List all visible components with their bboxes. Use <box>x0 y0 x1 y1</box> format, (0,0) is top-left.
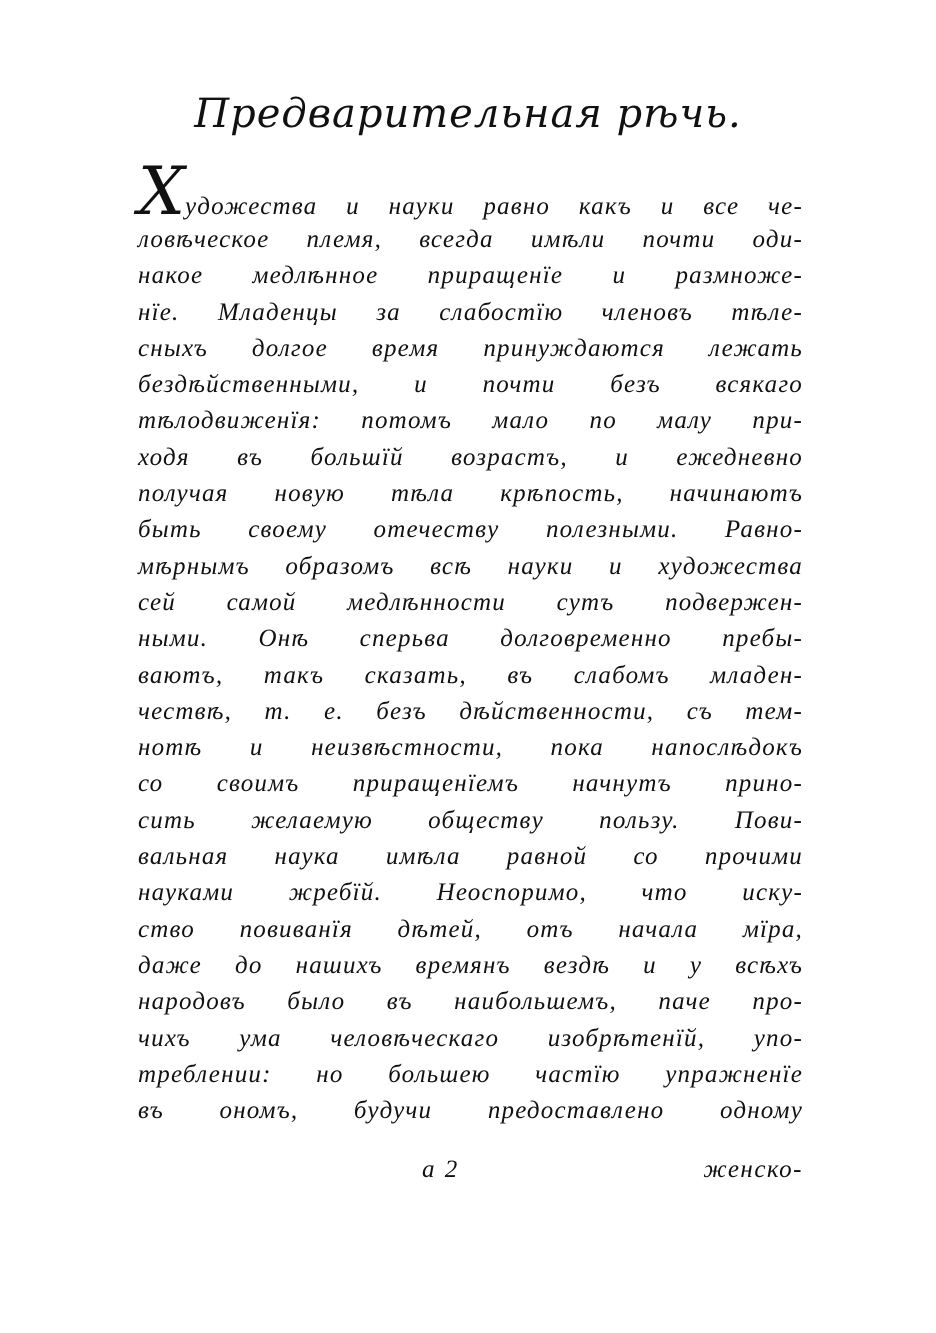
text-line: ными. Онѣ сперьва долговременно пребы- <box>138 625 803 653</box>
page-title: Предварительная рѣчь. <box>194 91 742 137</box>
drop-cap: Х <box>138 153 185 230</box>
text-line: треблении: но большею частїю упражненїе <box>138 1060 803 1088</box>
body-paragraph <box>138 153 803 1129</box>
text-line: получая новую тѣла крѣпость, начинаютъ <box>138 480 803 508</box>
text-line: даже до нашихъ времянъ вездѣ и у всѣхъ <box>138 951 803 979</box>
text-line: быть своему отечеству полезными. Равно- <box>138 516 803 544</box>
text-line: чихъ ума человѣческаго изобрѣтенїй, упо- <box>138 1024 803 1052</box>
text-line: сей самой медлѣнности сутъ подвержен- <box>138 588 803 616</box>
text-line: сить желаемую обществу пользу. Пови- <box>138 806 803 834</box>
text-line: ство повиванїя дѣтей, отъ начала мїра, <box>138 915 803 943</box>
text-line: чествѣ, т. е. безъ дѣйственности, съ тем- <box>138 697 803 725</box>
text-line: накое медлѣнное приращенїе и размноже- <box>138 262 803 290</box>
text-line: ловѣческое племя, всегда имѣли почти оди- <box>138 226 803 253</box>
first-line-text: удожества и науки равно какъ и все че- <box>185 193 803 220</box>
text-line: науками жребїй. Неоспоримо, что иску- <box>138 879 803 907</box>
text-line-1 <box>138 153 803 230</box>
text-line: со своимъ приращенїемъ начнутъ прино- <box>138 770 803 798</box>
text-line: сныхъ долгое время принуждаются лежать <box>138 334 803 362</box>
text-line: тѣлодвиженїя: потомъ мало по малу при- <box>138 407 803 435</box>
text-line: ходя въ большїй возрастъ, и ежедневно <box>138 443 803 471</box>
text-line: нотѣ и неизвѣстности, пока напослѣдокъ <box>138 734 803 762</box>
text-line: вальная наука имѣла равной со прочими <box>138 843 803 871</box>
text-line: въ ономъ, будучи предоставлено одному <box>138 1097 803 1125</box>
signature-mark: а 2 <box>422 1156 460 1183</box>
text-line: бездѣйственными, и почти безъ всякаго <box>138 371 803 399</box>
text-line: мѣрнымъ образомъ всѣ науки и художества <box>138 552 803 580</box>
text-line: ваютъ, такъ сказать, въ слабомъ младен- <box>138 661 803 689</box>
catchword: женско- <box>703 1156 803 1183</box>
text-line: народовъ было въ наибольшемъ, паче про- <box>138 988 803 1016</box>
text-line: нїе. Младенцы за слабостїю членовъ тѣле- <box>138 298 803 326</box>
page-footer <box>138 1150 803 1190</box>
